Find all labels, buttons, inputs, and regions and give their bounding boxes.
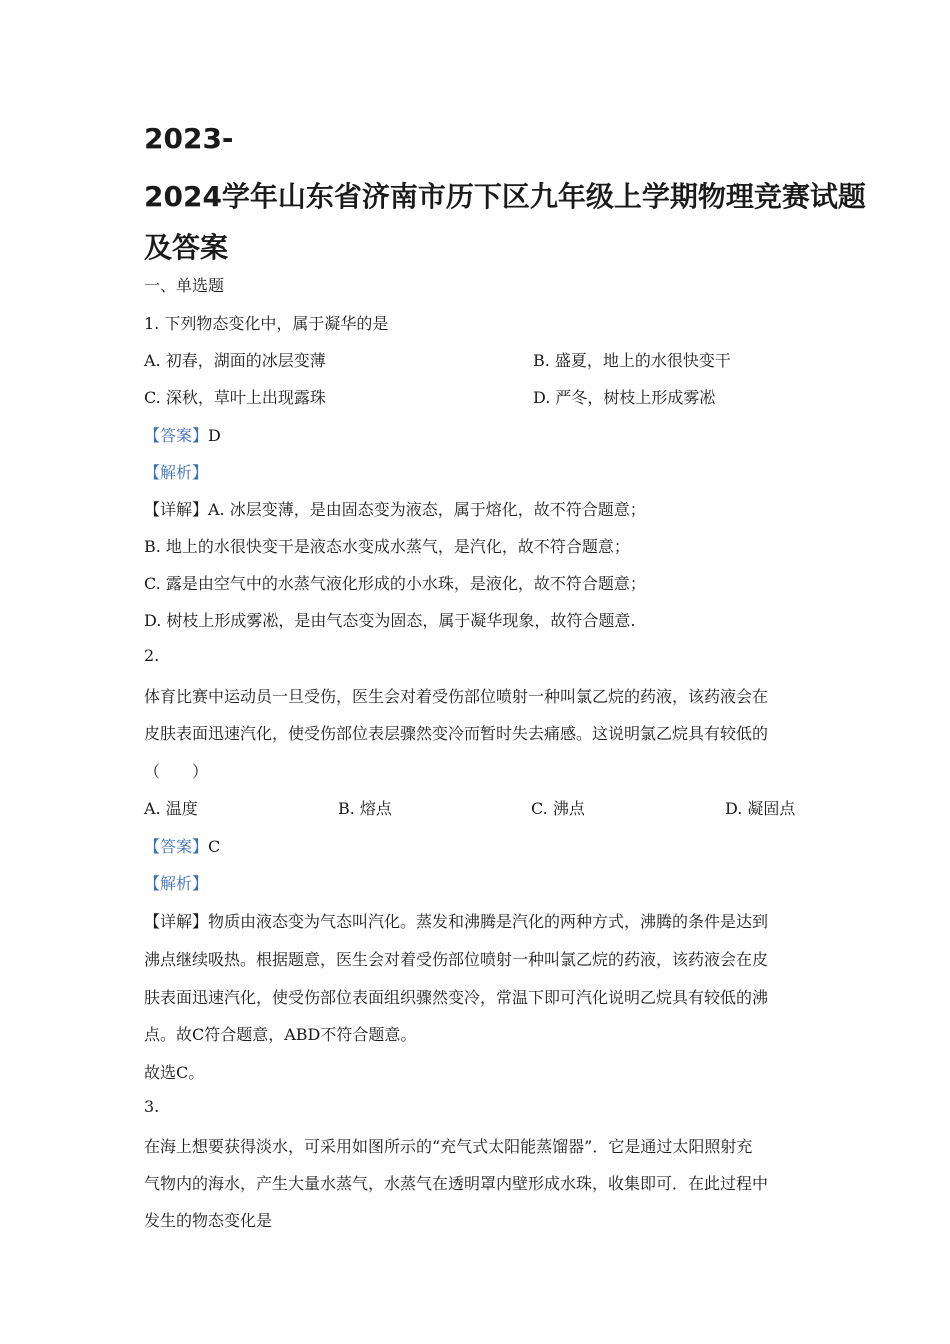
q1-detail-line: 【详解】A. 冰层变薄，是由固态变为液态，属于熔化，故不符合题意； bbox=[144, 500, 646, 519]
q1-answer-value: D bbox=[208, 426, 221, 445]
q2-option-d: D. 凝固点 bbox=[725, 799, 796, 818]
q1-answer bbox=[144, 423, 221, 446]
q1-option-a: A. 初春，湖面的冰层变薄 bbox=[144, 351, 326, 370]
q1-detail-line: C. 露是由空气中的水蒸气液化形成的小水珠，是液化，故不符合题意； bbox=[144, 574, 646, 593]
q2-detail-line: 沸点继续吸热。根据题意，医生会对着受伤部位喷射一种叫氯乙烷的药液，该药液会在皮 bbox=[144, 950, 769, 969]
q1-option-d: D. 严冬，树枝上形成雾凇 bbox=[533, 388, 716, 407]
q2-analysis-tag: 【解析】 bbox=[144, 874, 209, 893]
q2-option-a: A. 温度 bbox=[144, 799, 198, 818]
q3-stem-line: 在海上想要获得淡水，可采用如图所示的“充气式太阳能蒸馏器”．它是通过太阳照射充 bbox=[144, 1137, 753, 1156]
q2-detail-line: 【详解】物质由液态变为气态叫汽化。蒸发和沸腾是汽化的两种方式，沸腾的条件是达到 bbox=[144, 912, 769, 931]
q2-answer-value: C bbox=[208, 837, 221, 856]
q1-option-c: C. 深秋，草叶上出现露珠 bbox=[144, 388, 326, 407]
q1-analysis-tag: 【解析】 bbox=[144, 463, 209, 482]
q3-number: 3. bbox=[144, 1097, 160, 1116]
q2-number: 2. bbox=[144, 646, 160, 665]
q1-detail-line: D. 树枝上形成雾凇，是由气态变为固态，属于凝华现象，故符合题意. bbox=[144, 611, 636, 630]
document-title-line-2: 2024学年山东省济南市历下区九年级上学期物理竞赛试题 bbox=[144, 180, 866, 213]
q3-stem-line: 发生的物态变化是 bbox=[144, 1211, 273, 1230]
q2-answer bbox=[144, 834, 220, 857]
q1-answer-tag: 【答案】 bbox=[144, 426, 209, 445]
q1-option-b: B. 盛夏，地上的水很快变干 bbox=[533, 351, 731, 370]
document-title-line-1: 2023- bbox=[144, 122, 234, 155]
q2-stem-line: （ ） bbox=[144, 762, 209, 781]
q2-stem-line: 体育比赛中运动员一旦受伤，医生会对着受伤部位喷射一种叫氯乙烷的药液，该药液会在 bbox=[144, 687, 769, 706]
q2-answer-tag: 【答案】 bbox=[144, 837, 209, 856]
q2-detail-line: 故选C。 bbox=[144, 1063, 205, 1082]
q2-stem-line: 皮肤表面迅速汽化，使受伤部位表层骤然变冷而暂时失去痛感。这说明氯乙烷具有较低的 bbox=[144, 724, 769, 743]
q3-stem-line: 气物内的海水，产生大量水蒸气，水蒸气在透明罩内壁形成水珠，收集即可．在此过程中 bbox=[144, 1174, 769, 1193]
q2-option-b: B. 熔点 bbox=[338, 799, 392, 818]
q1-detail-line: B. 地上的水很快变干是液态水变成水蒸气，是汽化，故不符合题意； bbox=[144, 537, 630, 556]
document-title-line-3: 及答案 bbox=[144, 231, 229, 264]
q2-option-c: C. 沸点 bbox=[531, 799, 585, 818]
q1-stem: 1. 下列物态变化中，属于凝华的是 bbox=[144, 314, 389, 333]
q2-detail-line: 点。故C符合题意，ABD不符合题意。 bbox=[144, 1025, 417, 1044]
q2-detail-line: 肤表面迅速汽化，使受伤部位表面组织骤然变冷，常温下即可汽化说明乙烷具有较低的沸 bbox=[144, 988, 769, 1007]
section-heading: 一、单选题 bbox=[144, 276, 225, 295]
